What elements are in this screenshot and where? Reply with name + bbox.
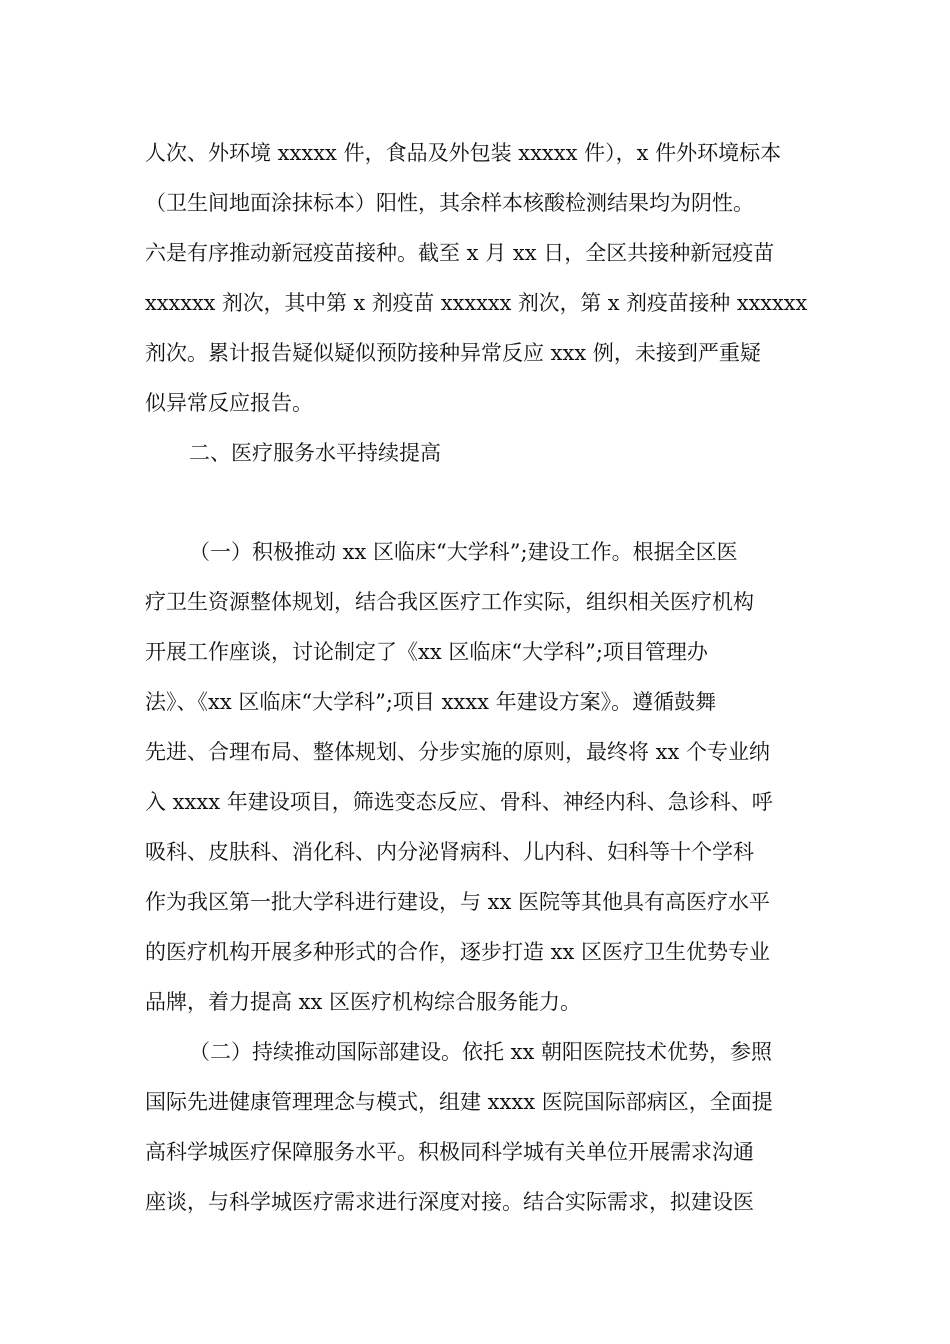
body-line: 座谈，与科学城医疗需求进行深度对接。结合实际需求，拟建设医 [145, 1190, 754, 1214]
section-heading: 二、医疗服务水平持续提高 [189, 441, 441, 465]
body-line: 入 xxxx 年建设项目，筛选变态反应、骨科、神经内科、急诊科、呼 [145, 790, 773, 814]
body-line: 六是有序推动新冠疫苗接种。截至 x 月 xx 日，全区共接种新冠疫苗 [145, 241, 775, 265]
body-line: 作为我区第一批大学科进行建设，与 xx 医院等其他具有高医疗水平 [145, 890, 771, 914]
body-line: 的医疗机构开展多种形式的合作，逐步打造 xx 区医疗卫生优势专业 [145, 940, 771, 964]
body-line: 疗卫生资源整体规划，结合我区医疗工作实际，组织相关医疗机构 [145, 590, 754, 614]
body-line: xxxxxx 剂次，其中第 x 剂疫苗 xxxxxx 剂次，第 x 剂疫苗接种 xxxxxx [145, 291, 808, 315]
body-line: 吸科、皮肤科、消化科、内分泌肾病科、儿内科、妇科等十个学科 [145, 840, 754, 864]
body-line: 国际先进健康管理理念与模式，组建 xxxx 医院国际部病区，全面提 [145, 1090, 773, 1114]
body-line: 高科学城医疗保障服务水平。积极同科学城有关单位开展需求沟通 [145, 1140, 754, 1164]
body-line: 品牌，着力提高 xx 区医疗机构综合服务能力。 [145, 990, 582, 1014]
body-line: 法》、《xx 区临床“大学科”;项目 xxxx 年建设方案》。遵循鼓舞 [145, 690, 717, 714]
body-line: 剂次。累计报告疑似疑似预防接种异常反应 xxx 例，未接到严重疑 [145, 341, 761, 365]
paragraph-first-line: （一）积极推动 xx 区临床“大学科”;建设工作。根据全区医 [189, 540, 738, 564]
body-line: 先进、合理布局、整体规划、分步实施的原则，最终将 xx 个专业纳 [145, 740, 771, 764]
body-line: 似异常反应报告。 [145, 391, 313, 415]
body-line: （卫生间地面涂抹标本）阳性，其余样本核酸检测结果均为阴性。 [145, 191, 754, 215]
paragraph-first-line: （二）持续推动国际部建设。依托 xx 朝阳医院技术优势，参照 [189, 1040, 773, 1064]
body-line: 人次、外环境 xxxxx 件，食品及外包装 xxxxx 件），x 件外环境标本 [145, 141, 782, 165]
body-line: 开展工作座谈，讨论制定了《xx 区临床“大学科”;项目管理办 [145, 640, 708, 664]
